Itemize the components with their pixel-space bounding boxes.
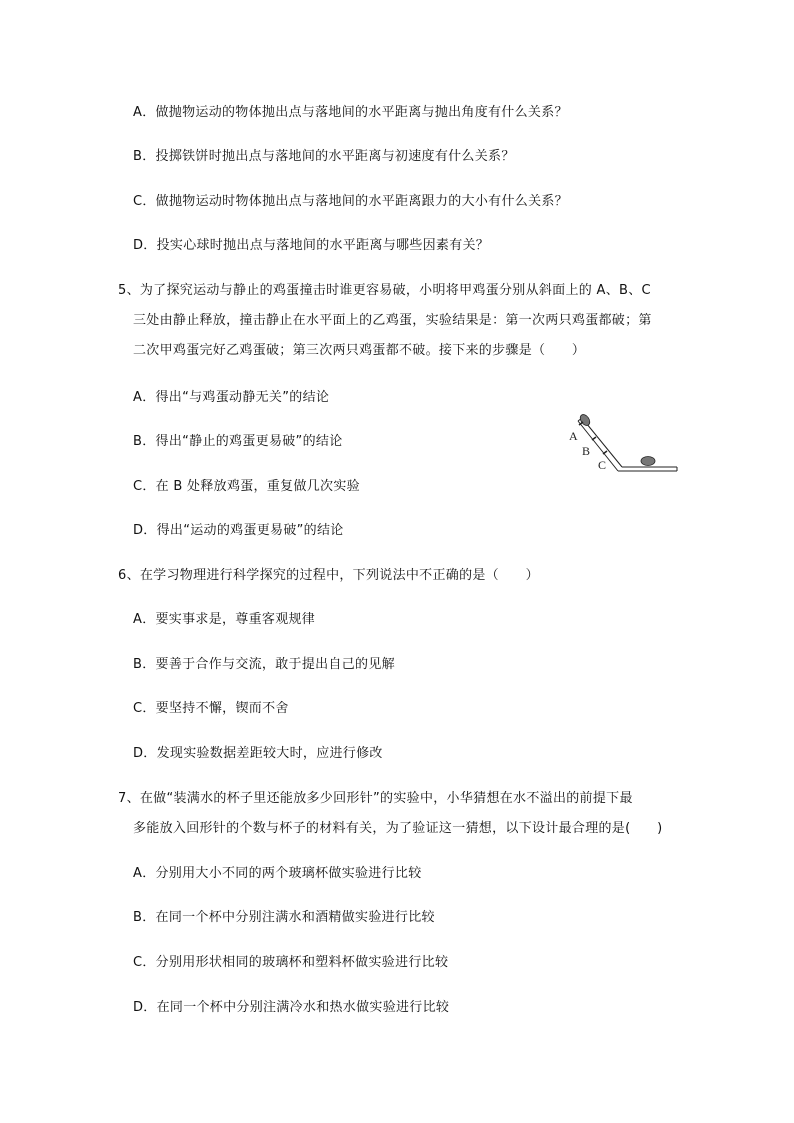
q6-option-c: C．要坚持不懈，锲而不舍 [133, 701, 289, 716]
q7-stem-line-2: 多能放入回形针的个数与杯子的材料有关，为了验证这一猜想，以下设计最合理的是( ) [133, 821, 663, 836]
q7-option-c: C．分别用形状相同的玻璃杯和塑料杯做实验进行比较 [133, 955, 449, 970]
q5-option-d: D．得出“运动的鸡蛋更易破”的结论 [133, 523, 344, 538]
q5-stem-line-1: 5、为了探究运动与静止的鸡蛋撞击时谁更容易破，小明将甲鸡蛋分别从斜面上的 A、B、C [118, 283, 651, 298]
q7-option-a: A．分别用大小不同的两个玻璃杯做实验进行比较 [133, 866, 422, 881]
q6-option-b: B．要善于合作与交流，敢于提出自己的见解 [133, 657, 395, 672]
q4-option-d: D．投实心球时抛出点与落地间的水平距离与哪些因素有关？ [133, 238, 490, 253]
q5-option-b: B．得出“静止的鸡蛋更易破”的结论 [133, 434, 343, 449]
q7-option-d: D．在同一个杯中分别注满冷水和热水做实验进行比较 [133, 1000, 450, 1015]
q6-option-a: A．要实事求是，尊重客观规律 [133, 612, 316, 627]
q7-option-b: B．在同一个杯中分别注满水和酒精做实验进行比较 [133, 910, 435, 925]
incline-egg-diagram [558, 412, 682, 478]
egg-jia [578, 413, 591, 427]
egg-yi [641, 457, 655, 466]
q6-stem: 6、在学习物理进行科学探究的过程中，下列说法中不正确的是（ ） [118, 568, 539, 583]
q5-stem-line-2: 三处由静止释放，撞击静止在水平面上的乙鸡蛋，实验结果是：第一次两只鸡蛋都破；第 [133, 313, 652, 328]
label-b: B [582, 444, 591, 458]
label-a: A [569, 429, 578, 443]
q4-option-b: B．投掷铁饼时抛出点与落地间的水平距离与初速度有什么关系？ [133, 149, 515, 164]
q5-option-a: A．得出“与鸡蛋动静无关”的结论 [133, 390, 330, 405]
q5-stem-line-3: 二次甲鸡蛋完好乙鸡蛋破；第三次两只鸡蛋都不破。接下来的步骤是（ ） [133, 343, 586, 358]
q7-stem-line-1: 7、在做“装满水的杯子里还能放多少回形针”的实验中，小华猜想在水不溢出的前提下最 [118, 791, 633, 806]
q6-option-d: D．发现实验数据差距较大时，应进行修改 [133, 746, 383, 761]
q5-option-c: C．在 B 处释放鸡蛋，重复做几次实验 [133, 479, 360, 494]
q4-option-a: A．做抛物运动的物体抛出点与落地间的水平距离与抛出角度有什么关系？ [133, 105, 568, 120]
label-c: C [598, 458, 607, 472]
q4-option-c: C．做抛物运动时物体抛出点与落地间的水平距离跟力的大小有什么关系？ [133, 194, 568, 209]
